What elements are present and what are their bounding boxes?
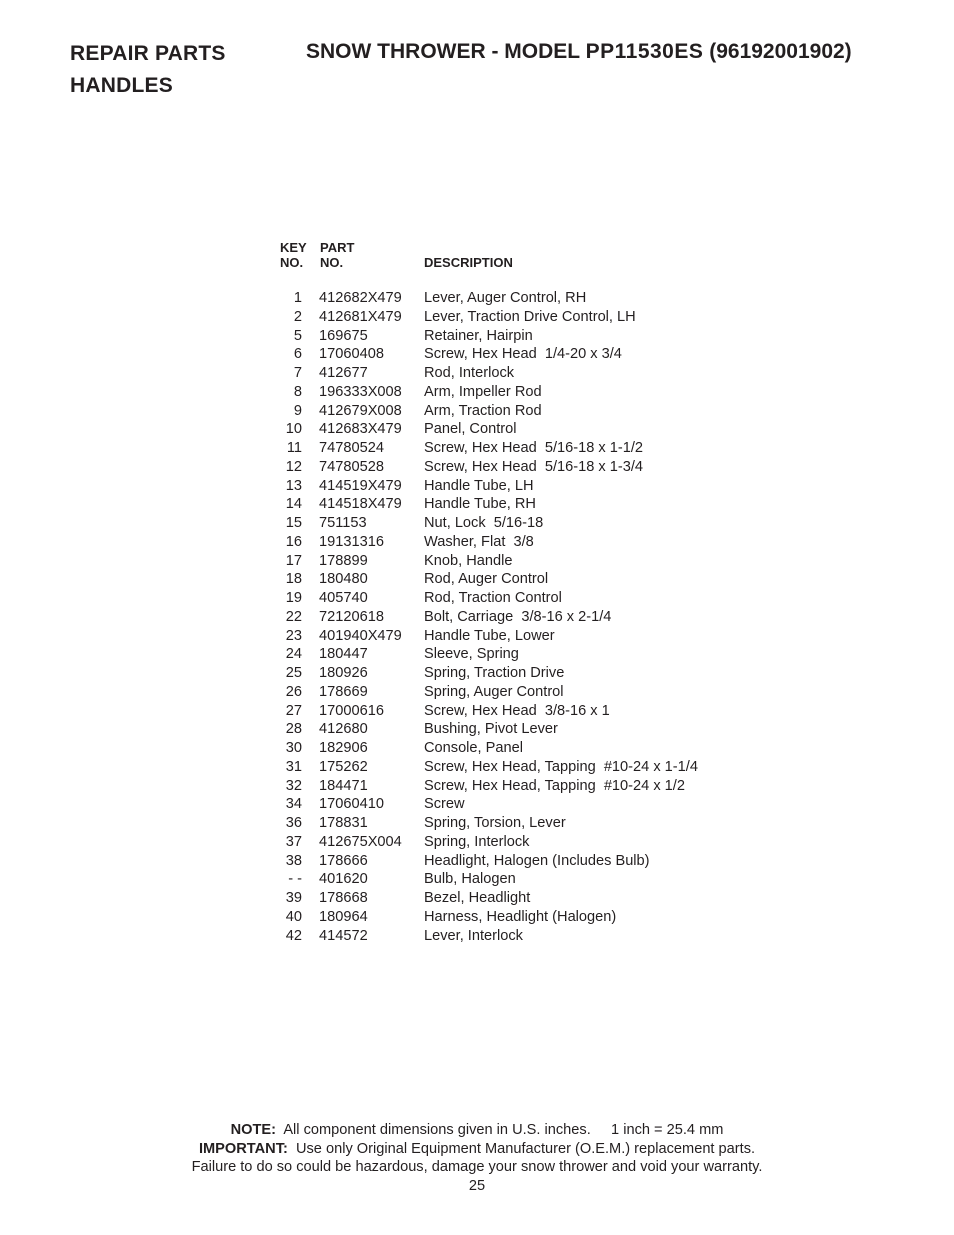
table-row [270,533,770,552]
important-text: Use only Original Equipment Manufacturer (O.E.M.) replacement parts. [295,1140,756,1157]
key-cell: 6 [293,346,302,363]
table-row [270,289,770,308]
description-cell: Lever, Auger Control, RH [424,290,587,306]
part-number-cell: 178668 [319,890,368,906]
section-label: REPAIR PARTS [70,42,226,65]
key-column-header: KEY NO. [280,240,307,270]
description-cell: Rod, Traction Control [424,590,562,606]
subsection-label: HANDLES [70,74,173,97]
key-cell: 10 [285,421,302,438]
part-number-cell: 405740 [319,590,368,606]
description-cell: Handle Tube, RH [424,496,536,513]
key-cell: 31 [285,758,302,775]
part-number-cell: 178831 [319,815,368,831]
description-cell: Spring, Torsion, Lever [424,815,566,831]
part-number-cell: 17060410 [319,796,384,813]
description-cell: Handle Tube, LH [424,477,534,494]
description-cell: Headlight, Halogen (Includes Bulb) [424,852,650,869]
part-number-cell: 180480 [319,571,368,588]
key-cell: - - [288,871,302,888]
part-number-cell: 196333X008 [319,383,402,400]
table-row [270,814,770,833]
key-cell: 38 [285,852,302,869]
part-number-cell: 412677 [319,365,368,381]
key-cell: 19 [285,590,302,606]
table-header [270,240,770,274]
description-cell: Bezel, Headlight [424,890,531,906]
table-row [270,664,770,683]
part-number-cell: 72120618 [319,608,384,625]
page-number: 25 [468,1177,486,1194]
table-row [270,383,770,402]
table-row [270,777,770,796]
description-cell: Knob, Handle [424,552,513,569]
page-header [70,38,914,98]
description-cell: Bolt, Carriage 3/8-16 x 2-1/4 [424,608,612,625]
part-number-cell: 412683X479 [319,421,402,438]
key-cell: 40 [285,908,302,925]
page-footer [0,1121,954,1195]
table-row [270,495,770,514]
table-row [270,795,770,814]
table-row [270,345,770,364]
table-row [270,608,770,627]
description-cell: Bulb, Halogen [424,871,516,888]
part-number-cell: 412675X004 [319,833,402,850]
key-cell: 42 [285,927,302,944]
description-cell: Spring, Interlock [424,833,530,850]
table-row [270,420,770,439]
description-cell: Spring, Auger Control [424,683,564,700]
table-row [270,439,770,458]
part-number-cell: 412681X479 [319,308,402,325]
description-cell: Arm, Traction Rod [424,402,542,419]
note-text: All component dimensions given in U.S. inches. 1 inch = 25.4 mm [283,1122,724,1138]
key-cell: 12 [285,458,302,475]
description-cell: Sleeve, Spring [424,646,519,663]
key-cell: 1 [293,290,302,306]
key-cell: 39 [285,890,302,906]
table-row [270,908,770,927]
parts-table [270,240,770,945]
table-row [270,927,770,946]
key-cell: 24 [285,646,302,663]
table-row [270,308,770,327]
key-cell: 13 [285,477,302,494]
part-number-cell: 182906 [319,740,368,756]
part-number-cell: 180964 [319,908,368,925]
key-cell: 34 [285,796,302,813]
description-cell: Washer, Flat 3/8 [424,533,534,550]
part-number-cell: 412682X479 [319,290,402,306]
table-row [270,552,770,571]
description-cell: Rod, Interlock [424,365,515,381]
table-row [270,627,770,646]
description-cell: Rod, Auger Control [424,571,549,588]
model-number: (96192001902) [709,40,852,63]
description-cell: Lever, Traction Drive Control, LH [424,308,636,325]
key-cell: 11 [286,440,302,456]
table-row [270,870,770,889]
part-number-cell: 17000616 [319,702,384,719]
table-body [270,289,770,945]
table-row [270,889,770,908]
table-row [270,645,770,664]
table-row [270,514,770,533]
model-name: PP11530ES [585,40,704,63]
note-label: NOTE: [230,1122,277,1138]
key-cell: 27 [285,702,302,719]
title-prefix: SNOW THROWER - MODEL [306,40,580,63]
part-number-cell: 751153 [319,515,367,531]
part-number-cell: 180926 [319,665,368,681]
table-row [270,477,770,496]
description-cell: Console, Panel [424,740,523,756]
part-number-cell: 178899 [319,552,368,569]
table-row [270,683,770,702]
description-cell: Panel, Control [424,421,517,438]
description-cell: Handle Tube, Lower [424,627,555,644]
part-number-cell: 401620 [319,871,368,888]
description-cell: Screw, Hex Head 5/16-18 x 1-3/4 [424,458,644,475]
key-cell: 25 [285,665,302,681]
key-cell: 16 [285,533,302,550]
part-number-cell: 180447 [319,646,368,663]
table-row [270,589,770,608]
model-title [306,38,852,66]
part-number-cell: 19131316 [319,533,384,550]
important-line [0,1140,954,1159]
part-number-cell: 184471 [319,777,368,794]
part-number-cell: 414518X479 [319,496,402,513]
table-row [270,570,770,589]
table-row [270,739,770,758]
table-row [270,833,770,852]
table-row [270,758,770,777]
section-title [70,38,226,102]
description-cell: Arm, Impeller Rod [424,383,542,400]
key-cell: 8 [293,383,302,400]
key-cell: 5 [293,327,302,344]
description-cell: Nut, Lock 5/16-18 [424,515,544,531]
table-row [270,327,770,346]
part-number-cell: 178666 [319,852,368,869]
table-row [270,364,770,383]
key-cell: 28 [285,721,302,738]
part-number-cell: 17060408 [319,346,384,363]
description-cell: Screw, Hex Head, Tapping #10-24 x 1-1/4 [424,758,698,775]
key-cell: 7 [293,365,302,381]
key-cell: 2 [293,308,302,325]
table-row [270,852,770,871]
description-cell: Harness, Headlight (Halogen) [424,908,617,925]
part-number-cell: 74780524 [319,440,384,456]
description-cell: Screw, Hex Head 5/16-18 x 1-1/2 [424,440,644,456]
part-number-cell: 169675 [319,327,368,344]
description-cell: Screw, Hex Head 3/8-16 x 1 [424,702,610,719]
key-cell: 36 [285,815,302,831]
warning-line: Failure to do so could be hazardous, damage your snow thrower and void your warranty. [191,1159,763,1175]
part-number-cell: 178669 [319,683,368,700]
part-number-cell: 412679X008 [319,402,402,419]
description-cell: Bushing, Pivot Lever [424,721,558,738]
note-line [0,1121,954,1140]
table-row [270,402,770,421]
table-row [270,720,770,739]
key-cell: 30 [285,740,302,756]
part-number-cell: 412680 [319,721,368,738]
key-cell: 15 [285,515,302,531]
key-cell: 17 [285,552,302,569]
description-cell: Spring, Traction Drive [424,665,565,681]
part-column-header: PART NO. [320,240,355,270]
description-cell: Screw, Hex Head, Tapping #10-24 x 1/2 [424,777,685,794]
key-cell: 23 [285,627,302,644]
key-cell: 26 [285,683,302,700]
description-column-header: DESCRIPTION [424,255,513,270]
important-label: IMPORTANT: [198,1140,288,1157]
part-number-cell: 74780528 [319,458,384,475]
key-cell: 9 [293,402,302,419]
part-number-cell: 175262 [319,758,368,775]
description-cell: Lever, Interlock [424,927,523,944]
part-number-cell: 414572 [319,927,368,944]
key-cell: 37 [285,833,302,850]
table-row [270,458,770,477]
description-cell: Screw, Hex Head 1/4-20 x 3/4 [424,346,622,363]
key-cell: 22 [285,608,302,625]
table-row [270,702,770,721]
description-cell: Retainer, Hairpin [424,327,533,344]
part-number-cell: 414519X479 [319,477,402,494]
description-cell: Screw [424,796,465,813]
key-cell: 14 [285,496,302,513]
key-cell: 32 [285,777,302,794]
part-number-cell: 401940X479 [319,627,402,644]
key-cell: 18 [285,571,302,588]
